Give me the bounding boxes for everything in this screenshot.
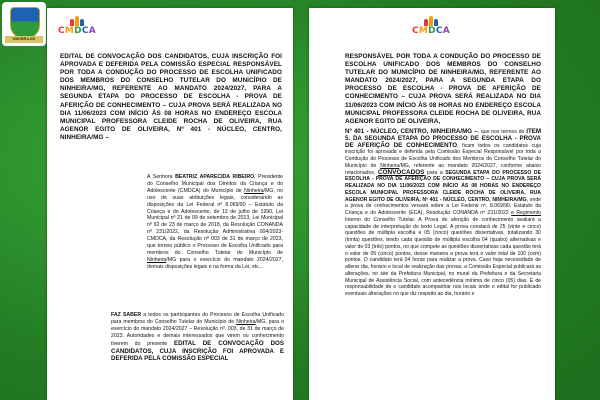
seal-ribbon: NINHEIRA-MG <box>5 36 43 43</box>
edital-heading: EDITAL DE CONVOCAÇÃO DOS CANDIDATOS, CUJA INSCRIÇÃO FOI APROVADA E DEFERIDA PELA COMISSÃO ESPECIAL RESPONSÁVEL POR TODA A CONDUÇÃO DO PROCESSO DE ESCOLHA UNIFICADO DOS MEMBROS DO CONSELHO TUTELAR DO MUNICÍPIO DE NINHEIRA/MG, REFERENTE AO MANDATO 2024/2027, PARA A SEGUNDA ETAPA DO PROCESSO DE ESCOLHA - PROVA DE AFERIÇÃO DE CONHECIMENTO – CUJA PROVA SERÁ REALIZADA NO DIA 11/06/2023 COM INÍCIO ÀS 08 HORAS NO ENDEREÇO ESCOLA MUNICIPAL PROFESSORA CLEIDE ROCHA DE OLIVEIRA, RUA AGENOR EGITO DE OLIVEIRA, Nº 401 - NÚCLEO, CENTRO, NINHEIRA/MG – <box>60 53 282 141</box>
cmdca-logo <box>57 16 97 44</box>
convocation-paragraph: Nº 401 - NÚCLEO, CENTRO, NINHEIRA/MG –, que nos termos do ITEM 5. DA SEGUNDA ETAPA DO PROCESSO DE ESCOLHA - PROVA DE AFERIÇÃO DE CONHECIMENTO, ficam todos os candidatos cuja inscrição foi aprovada e deferida pela Comissão Especial Responsável por toda a Condução do Processo de Escolha Unificado dos Membros do Conselho Tutelar do Município de Ninheira/MG, referente ao mandato 2024/2027, conforme abaixo relacionados, CONVOCADOS para a SEGUNDA ETAPA DO PROCESSO DE ESCOLHA - PROVA DE AFERIÇÃO DE CONHECIMENTO – CUJA PROVA SERÁ REALIZADA NO DIA 11/06/2023 COM INÍCIO ÀS 08 HORAS NO ENDEREÇO ESCOLA MUNICIPAL PROFESSORA CLEIDE ROCHA DE OLIVEIRA, RUA AGENOR EGITO DE OLIVEIRA, Nº 401 - NÚCLEO, CENTRO, NINHEIRA/MG, onde a prova de conhecimentos versará sobre a Lei Federal nº. 8.069/90, Estatuto da Criança e do Adolescente (ECA), Resolução CONANDA nº 231/2022 e Regimento Interno do Conselho Tutelar. A Prova de aferição de conhecimento avaliará a capacidade de interpretação do texto Legal. A prova constará de 25 (vinte e cinco) questões de múltipla escolha e 05 (cinco) questões dissertativas, totalizando 30 (trinta) questões, tendo cada questão de múltipla escolha 04 (quatro) alternativas e valor de 03 (três) pontos, no que compete as questões dissertativas cada questão terá o valor de 05 (cinco) pontos, desse maneira a prova terá o valor total de 100 (cem) pontos. O candidato terá 04 horas para realizar a prova. Caso haja necessidade de alterar dia, horário e local de realização das provas, a Comissão Especial publicará as alterações, no site da Prefeitura Municipal, no mural da Prefeitura e da Secretaria Municipal de Assistência Social, com antecedência mínima de cinco (05) dias. É de responsabilidade de o candidato acompanhar nos locais onde o edital for publicado eventuais alterações no que diz respeito ao dia, horário e <box>345 128 542 297</box>
document-page-left <box>47 8 293 400</box>
seal-shield-icon <box>10 7 40 39</box>
cmdca-logo-mark-icon <box>70 16 84 26</box>
cmdca-logo-mark-icon <box>424 16 438 26</box>
municipal-seal <box>2 2 46 46</box>
document-page-right <box>309 8 555 400</box>
president-paragraph: A Senhora BEATRIZ APARECIDA RIBEIRO, Presidente do Conselho Municipal dos Direitos da Criança e do Adolescente (CMDCA) do Município de Ninheira/MG, no uso de suas atribuições legais, considerando as disposições da Lei Federal nº 8.069/90 – Estatuto da Criança e do Adolescente, de 13 de julho de 1990, Lei Municipal nº 21 de 09 de setembro de 2013, Lei Municipal nº 92 de 23 de março de 2018, da Resolução CONANDA nº 231/2022, da Resolução Administrativa 004/2023-CMDCA, da Resolução nº 003 de 31 de março de 2023, que tornou público o Processo de Escolha Unificado para membros do Conselho Tutelar do Município de Ninheira/MG para o exercício do mandato 2024/2027, demais disposições legais e na forma da Lei, etc... <box>147 174 283 270</box>
notice-paragraph: FAZ SABER a todos os participantes do Processo de Escolha Unificado para membros do Conselho Tutelar do Município de Ninheira/MG, para o exercício do mandato 2024/2027 – Resolução nº. 003, de 31 de março de 2023. Autoridades e demais interessados que virem ou conhecimento tiverem do presente EDITAL DE CONVOCAÇÃO DOS CANDIDATOS, CUJA INSCRIÇÃO FOI APROVADA E DEFERIDA PELA COMISSÃO ESPECIAL <box>111 312 284 363</box>
edital-heading-continued: RESPONSÁVEL POR TODA A CONDUÇÃO DO PROCESSO DE ESCOLHA UNIFICADO DOS MEMBROS DO CONSELHO TUTELAR DO MUNICÍPIO DE NINHEIRA/MG, REFERENTE AO MANDATO 2024/2027, PARA A SEGUNDA ETAPA DO PROCESSO DE ESCOLHA - PROVA DE AFERIÇÃO DE CONHECIMENTO – CUJA PROVA SERÁ REALIZADA NO DIA 11/06/2023 COM INÍCIO ÀS 08 HORAS NO ENDEREÇO ESCOLA MUNICIPAL PROFESSORA CLEIDE ROCHA DE OLIVEIRA, RUA AGENOR EGITO DE OLIVEIRA, <box>345 53 541 125</box>
cmdca-logo <box>411 16 451 44</box>
cmdca-logo-wordmark: CMDCA <box>57 26 97 36</box>
cmdca-logo-wordmark: CMDCA <box>411 26 451 36</box>
